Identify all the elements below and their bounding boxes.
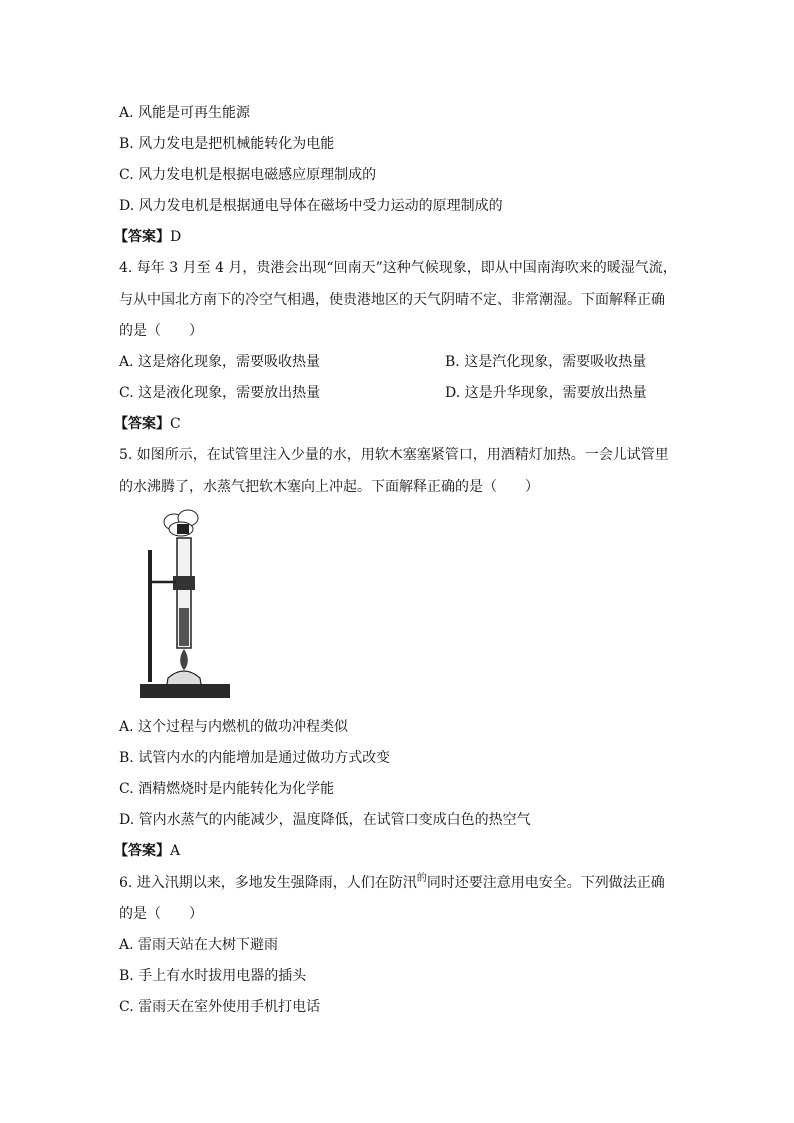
q6-stem-line-1 [119, 873, 665, 895]
q3-option-a: A. 风能是可再生能源 [119, 105, 251, 121]
stand-rod [148, 550, 152, 682]
q3-answer [114, 227, 181, 247]
q6-stem-line-2: 的是（ ） [119, 906, 203, 922]
q4-option-d: D. 这是升华现象，需要放出热量 [445, 385, 647, 401]
q4-option-b: B. 这是汽化现象，需要吸收热量 [445, 354, 647, 370]
answer-label: 【答案】 [114, 843, 170, 859]
q5-option-b: B. 试管内水的内能增加是通过做功方式改变 [119, 750, 391, 766]
answer-label: 【答案】 [114, 229, 170, 245]
q3-option-c: C. 风力发电机是根据电磁感应原理制成的 [119, 167, 377, 183]
cork-stopper [177, 524, 189, 534]
q5-option-a: A. 这个过程与内燃机的做功冲程类似 [119, 719, 349, 735]
q4-option-c: C. 这是液化现象，需要放出热量 [119, 385, 321, 401]
answer-label: 【答案】 [114, 416, 170, 432]
water-level [179, 608, 189, 646]
q3-option-b: B. 风力发电是把机械能转化为电能 [119, 136, 335, 152]
q6-option-c: C. 雷雨天在室外使用手机打电话 [119, 999, 321, 1015]
q6-stem-part-2: 同时还要注意用电安全。下列做法正确 [426, 875, 665, 891]
q4-option-a: A. 这是熔化现象，需要吸收热量 [119, 354, 321, 370]
q5-answer [114, 841, 180, 861]
stand-base [140, 684, 230, 698]
q6-option-a: A. 雷雨天站在大树下避雨 [119, 937, 279, 953]
q5-stem-line-2: 的水沸腾了，水蒸气把软木塞向上冲起。下面解释正确的是（ ） [119, 479, 539, 495]
test-tube-apparatus-figure [136, 508, 236, 704]
q4-answer [114, 414, 181, 434]
q6-option-b: B. 手上有水时拔用电器的插头 [119, 968, 307, 984]
tube-clamp [173, 576, 195, 590]
q4-stem-line-2: 与从中国北方南下的冷空气相遇，使贵港地区的天气阴晴不定、非常潮湿。下面解释正确 [119, 292, 665, 308]
q4-stem-line-1: 4. 每年 3 月至 4 月，贵港会出现“回南天”这种气候现象，即从中国南海吹来的暖湿气流， [119, 260, 677, 276]
q5-option-c: C. 酒精燃烧时是内能转化为化学能 [119, 781, 335, 797]
q6-stem-part-1: 6. 进入汛期以来，多地发生强降雨，人们在防汛 [119, 875, 417, 891]
answer-value: D [170, 229, 182, 245]
q4-stem-line-3: 的是（ ） [119, 323, 203, 339]
flame [180, 649, 188, 670]
answer-value: C [170, 416, 181, 432]
q5-stem-line-1: 5. 如图所示，在试管里注入少量的水，用软木塞塞紧管口，用酒精灯加热。一会儿试管里 [119, 447, 669, 463]
answer-value: A [170, 843, 181, 859]
q6-stem-superscript: 的 [416, 873, 427, 884]
q5-option-d: D. 管内水蒸气的内能减少，温度降低，在试管口变成白色的热空气 [119, 812, 531, 828]
q3-option-d: D. 风力发电机是根据通电导体在磁场中受力运动的原理制成的 [119, 198, 503, 214]
